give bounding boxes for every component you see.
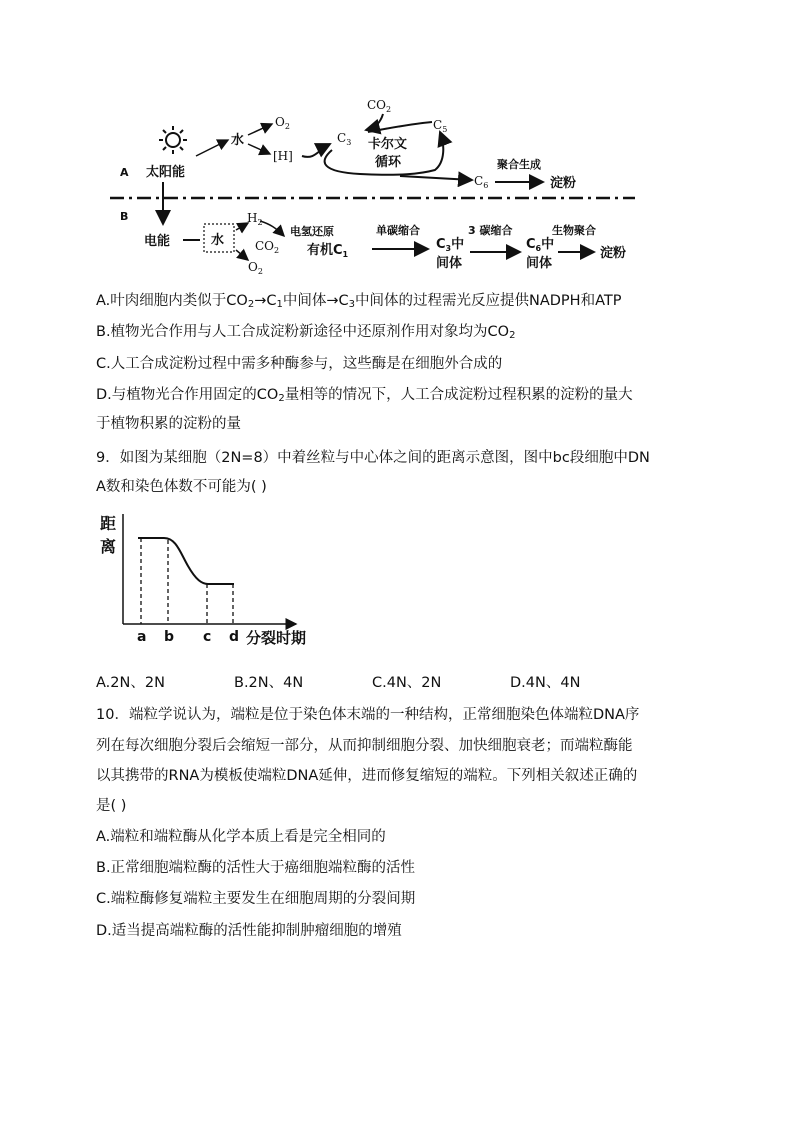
q9-stem-1: 9．如图为某细胞（2N=8）中着丝粒与中心体之间的距离示意图，图中bc段细胞中DN [96, 450, 650, 466]
q9-option-d: D.4N、4N [510, 675, 581, 691]
tick-a: a [137, 629, 147, 645]
o2-label: $O_2$ [275, 115, 290, 131]
q10-option-c: C.端粒酶修复端粒主要发生在细胞周期的分裂间期 [96, 891, 416, 907]
solar-energy-label: 太阳能 [146, 165, 186, 180]
q9-option-a: A.2N、2N [96, 675, 165, 691]
single-carbon-label: 单碳缩合 [376, 224, 420, 237]
tick-b: b [164, 629, 175, 645]
starch-label: 淀粉 [550, 176, 577, 191]
co2b-label: $CO_2$ [255, 239, 280, 255]
q10-stem-4: 是( ) [96, 798, 127, 814]
q9-option-b: B.2N、4N [234, 675, 304, 691]
label-b: B [120, 210, 129, 223]
co2-label: $CO_2$ [367, 98, 392, 114]
q8-option-d: D.与植物光合作用固定的$CO_2$量相等的情况下，人工合成淀粉过程积累的淀粉的量大 [96, 387, 633, 404]
y-axis-label-1: 距 [100, 514, 117, 533]
water-box-label: 水 [211, 233, 225, 248]
bio-polymer-label: 生物聚合 [552, 224, 596, 237]
q8-option-b: B.植物光合作用与人工合成淀粉新途径中还原剂作用对象均为$CO_2$ [96, 324, 516, 341]
x-axis-label: 分裂时期 [246, 629, 307, 647]
q10-option-a: A.端粒和端粒酶从化学本质上看是完全相同的 [96, 829, 386, 845]
o2b-label: $O_2$ [248, 260, 263, 276]
intermediate-label-1: 间体 [436, 256, 463, 271]
q10-stem-1: 10．端粒学说认为，端粒是位于染色体末端的一种结构，正常细胞染色体端粒DNA序 [96, 707, 640, 723]
polymer-label: 聚合生成 [497, 158, 541, 171]
y-axis-label-2: 离 [100, 537, 117, 556]
c6-intermediate-label: $C_6$中 [526, 237, 555, 253]
sun-icon [159, 126, 187, 154]
q8-option-c: C.人工合成淀粉过程中需多种酶参与，这些酶是在细胞外合成的 [96, 356, 503, 372]
three-carbon-label: 3 碳缩合 [468, 224, 513, 237]
distance-curve [138, 538, 234, 584]
calvin-label-2: 循环 [375, 155, 402, 170]
electric-label: 电能 [144, 234, 171, 249]
organic-c1-label: 有机$C_1$ [307, 243, 349, 259]
q10-stem-3: 以其携带的RNA为模板使端粒DNA延伸，进而修复缩短的端粒。下列相关叙述正确的 [96, 768, 638, 784]
q10-option-d: D.适当提高端粒酶的活性能抑制肿瘤细胞的增殖 [96, 923, 402, 939]
starch-synthesis-diagram [100, 90, 640, 280]
q8-option-d-cont: 于植物积累的淀粉的量 [96, 416, 241, 432]
water-label: 水 [231, 133, 245, 148]
c3-intermediate-label: $C_3$中 [436, 237, 465, 253]
c3-label: $C_3$ [337, 131, 352, 147]
tick-d: d [229, 629, 240, 645]
q10-option-b: B.正常细胞端粒酶的活性大于癌细胞端粒酶的活性 [96, 860, 416, 876]
q8-option-a: A.叶肉细胞内类似于$CO_2\to C_1$中间体$\to C_3$中间体的过程需光反应提供NADPH和ATP [96, 293, 622, 310]
intermediate-label-2: 间体 [526, 256, 553, 271]
label-a: A [120, 166, 129, 179]
q10-stem-2: 列在每次细胞分裂后会缩短一部分，从而抑制细胞分裂、加快细胞衰老；而端粒酶能 [96, 738, 633, 754]
reduction-label: 电氢还原 [290, 225, 334, 238]
tick-c: c [203, 629, 212, 645]
distance-chart [96, 512, 336, 652]
calvin-label-1: 卡尔文 [368, 137, 408, 152]
nadph-label: [H] [273, 149, 293, 163]
c6-label: $C_6$ [474, 174, 489, 190]
starch-label-2: 淀粉 [600, 246, 627, 261]
c5-label: $C_5$ [433, 118, 448, 134]
q9-option-c: C.4N、2N [372, 675, 442, 691]
h2-label: $H_2$ [247, 211, 263, 227]
q9-stem-2: A数和染色体数不可能为( ) [96, 479, 267, 495]
